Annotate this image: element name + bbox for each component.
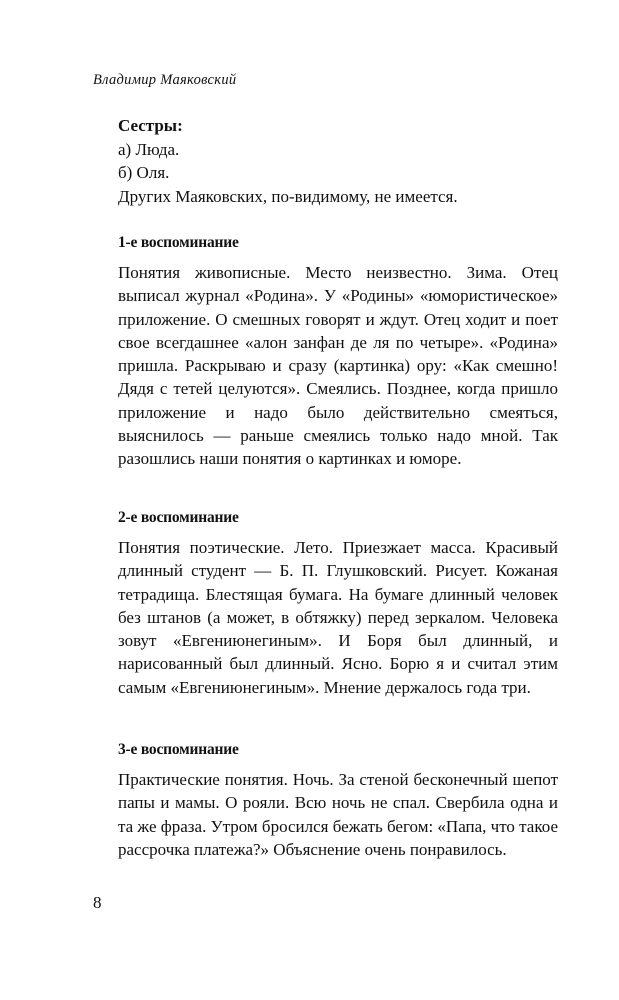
memory-text-3: Практические понятия. Ночь. За стеной бесконечный шепот папы и мамы. О рояли. Всю ночь не спал. Свербила одна и та же фраза. Утром бросился бежать бегом: «Папа, что такое рассрочка платежа?» Объяснение очень понравилось. <box>118 770 558 859</box>
memory-section-3 <box>118 740 558 861</box>
running-title: Владимир Маяковский <box>93 72 237 88</box>
memory-text-2: Понятия поэтические. Лето. Приезжает масса. Красивый длинный студент — Б. П. Глушковский. Рисует. Кожаная тетрадища. Блестящая бумага. На бумаге длинный человек без штанов (а может, в обтяжку) перед зеркалом. Человека зовут «Евгениюнегиным». И Боря был длинный, и нарисованный был длинный. Ясно. Борю я и считал этим самым «Евгениюнегиным». Мнение держалось года три. <box>118 538 558 697</box>
memory-section-1 <box>118 233 558 471</box>
sisters-block <box>118 114 558 208</box>
sisters-note: Других Маяковских, по-видимому, не имеется. <box>118 186 458 206</box>
memory-heading-2: 2-е воспоминание <box>118 509 239 526</box>
memory-heading-1: 1-е воспоминание <box>118 234 239 251</box>
page-number: 8 <box>93 893 102 912</box>
sister-item-1: а) Люда. <box>118 139 180 159</box>
memory-section-2 <box>118 508 558 699</box>
sister-item-2: б) Оля. <box>118 163 170 182</box>
memory-heading-3: 3-е воспоминание <box>118 741 239 758</box>
sisters-heading: Сестры: <box>118 116 183 135</box>
page-content <box>118 114 558 859</box>
memory-text-1: Понятия живописные. Место неизвестно. Зима. Отец выписал журнал «Родина». У «Родины» «юмористическое» приложение. О смешных говорят и ждут. Отец ходит и поет свое всегдашнее «алон занфан де ля по четыре». «Родина» пришла. Раскрываю и сразу (картинка) ору: «Как смешно! Дядя с тетей целуются». Смеялись. Позднее, когда пришло приложение и надо было действительно смеяться, выяснилось — раньше смеялись только надо мной. Так разошлись наши понятия о картинках и юморе. <box>118 263 558 469</box>
